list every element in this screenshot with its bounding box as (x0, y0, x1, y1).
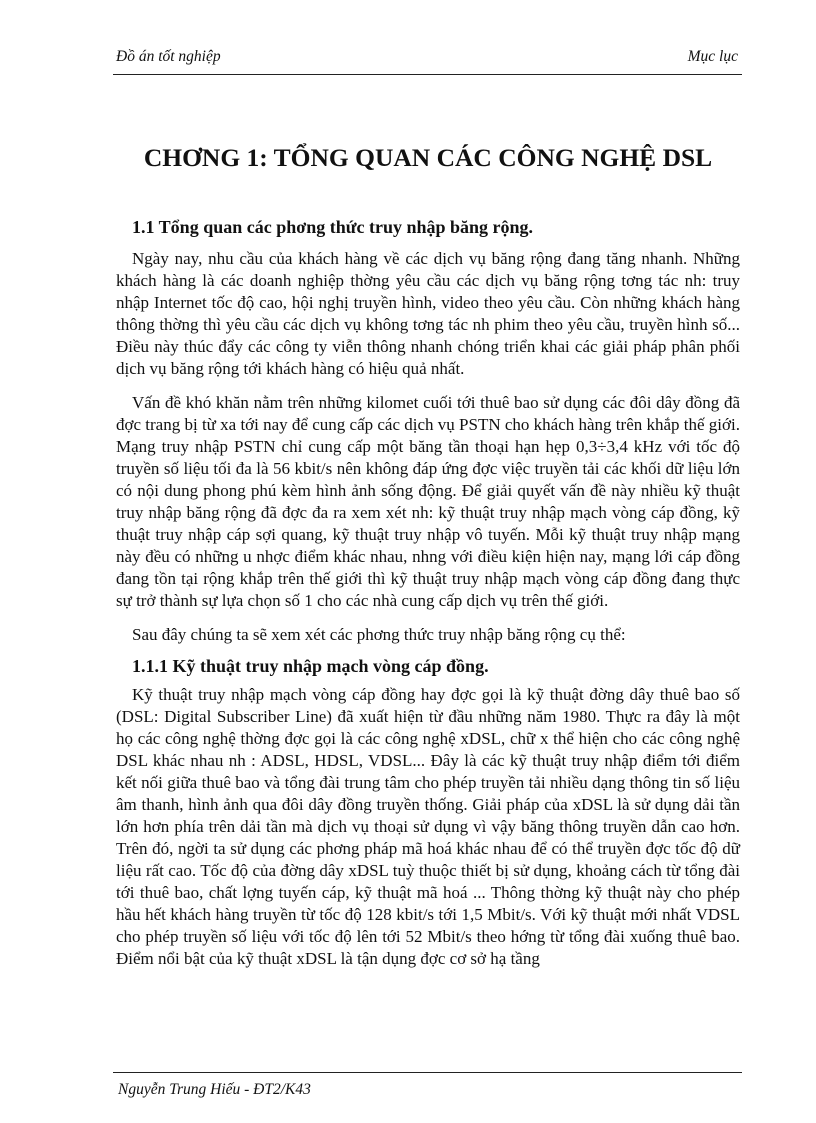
body-paragraph: Kỹ thuật truy nhập mạch vòng cáp đồng hay đợc gọi là kỹ thuật đờng dây thuê bao số (DSL: Digital Subscriber Line) đã xuất hiện từ đầu những năm 1980. Thực ra đây là một họ các công nghệ thờng đợc gọi là các công nghệ xDSL, chữ x thể hiện cho các công nghệ DSL khác nhau nh : ADSL, HDSL, VDSL... Đây là các kỹ thuật truy nhập điểm tới điểm kết nối giữa thuê bao và tổng đài trung tâm cho phép truyền tải nhiều dạng thông tin số liệu âm thanh, hình ảnh qua đôi dây đồng truyền thống. Giải pháp của xDSL là sử dụng dải tần lớn hơn phía trên dải tần mà dịch vụ thoại sử dụng vì vậy băng thông truyền dẫn cao hơn. Trên đó, ngời ta sử dụng các phơng pháp mã hoá khác nhau để có thể truyền đợc tốc độ dữ liệu rất cao. Tốc độ của đờng dây xDSL tuỳ thuộc thiết bị sử dụng, khoảng cách từ tổng đài tới thuê bao, chất lợng tuyến cáp, kỹ thuật mã hoá ... Thông thờng kỹ thuật này cho phép hầu hết khách hàng truyền từ tốc độ 128 kbit/s tới 1,5 Mbit/s. Với kỹ thuật mới nhất VDSL cho phép truyền số liệu với tốc độ lên tới 52 Mbit/s theo hớng từ tổng đài xuống thuê bao. Điểm nổi bật của kỹ thuật xDSL là tận dụng đợc cơ sở hạ tầng (116, 685, 740, 968)
body-paragraph: Sau đây chúng ta sẽ xem xét các phơng thức truy nhập băng rộng cụ thể: (132, 625, 626, 644)
header-section-name: Mục lục (687, 48, 738, 65)
footer-author: Nguyễn Trung Hiếu - ĐT2/K43 (118, 1081, 311, 1098)
page-body (116, 138, 740, 982)
header-divider (113, 74, 742, 75)
chapter-title: CHƠNG 1: TỔNG QUAN CÁC CÔNG NGHỆ DSL (143, 143, 713, 172)
page-header (116, 48, 738, 70)
body-paragraph: Ngày nay, nhu cầu của khách hàng về các dịch vụ băng rộng đang tăng nhanh. Những khách hàng là các doanh nghiệp thờng yêu cầu các dịch vụ băng rộng tơng tác nh: truy nhập Internet tốc độ cao, hội nghị truyền hình, video theo yêu cầu. Còn những khách hàng thông thờng thì yêu cầu các dịch vụ không tơng tác nh phim theo yêu cầu, truyền hình số... Điều này thúc đẩy các công ty viễn thông nhanh chóng triển khai các giải pháp phân phối dịch vụ băng rộng tới khách hàng có hiệu quả nhất. (116, 249, 740, 378)
body-paragraph: Vấn đề khó khăn nằm trên những kilomet cuối tới thuê bao sử dụng các đôi dây đồng đã đợc trang bị từ xa tới nay để cung cấp các dịch vụ PSTN cho khách hàng trên khắp thế giới. Mạng truy nhập PSTN chỉ cung cấp một băng tần thoại hạn hẹp 0,3÷3,4 kHz với tốc độ truyền số liệu tối đa là 56 kbit/s nên không đáp ứng đợc việc truyền tải các khối dữ liệu lớn có nội dung phong phú kèm hình ảnh sống động. Để giải quyết vấn đề này nhiều kỹ thuật truy nhập băng rộng đã đợc đa ra xem xét nh: kỹ thuật truy nhập mạch vòng cáp đồng, kỹ thuật truy nhập cáp sợi quang, kỹ thuật truy nhập vô tuyến. Mỗi kỹ thuật truy nhập mạng này đều có những u nhợc điểm khác nhau, nhng với điều kiện hiện nay, mạng lới cáp đồng đang tồn tại rộng khắp trên thế giới thì kỹ thuật truy nhập mạch vòng cáp đồng đang thực sự trở thành sự lựa chọn số 1 cho các nhà cung cấp dịch vụ trên thế giới. (116, 393, 740, 610)
section-heading: 1.1 Tổng quan các phơng thức truy nhập băng rộng. (132, 217, 534, 237)
footer-divider (113, 1072, 742, 1073)
subsection-heading: 1.1.1 Kỹ thuật truy nhập mạch vòng cáp đồng. (132, 656, 489, 676)
header-document-type: Đồ án tốt nghiệp (116, 48, 221, 65)
